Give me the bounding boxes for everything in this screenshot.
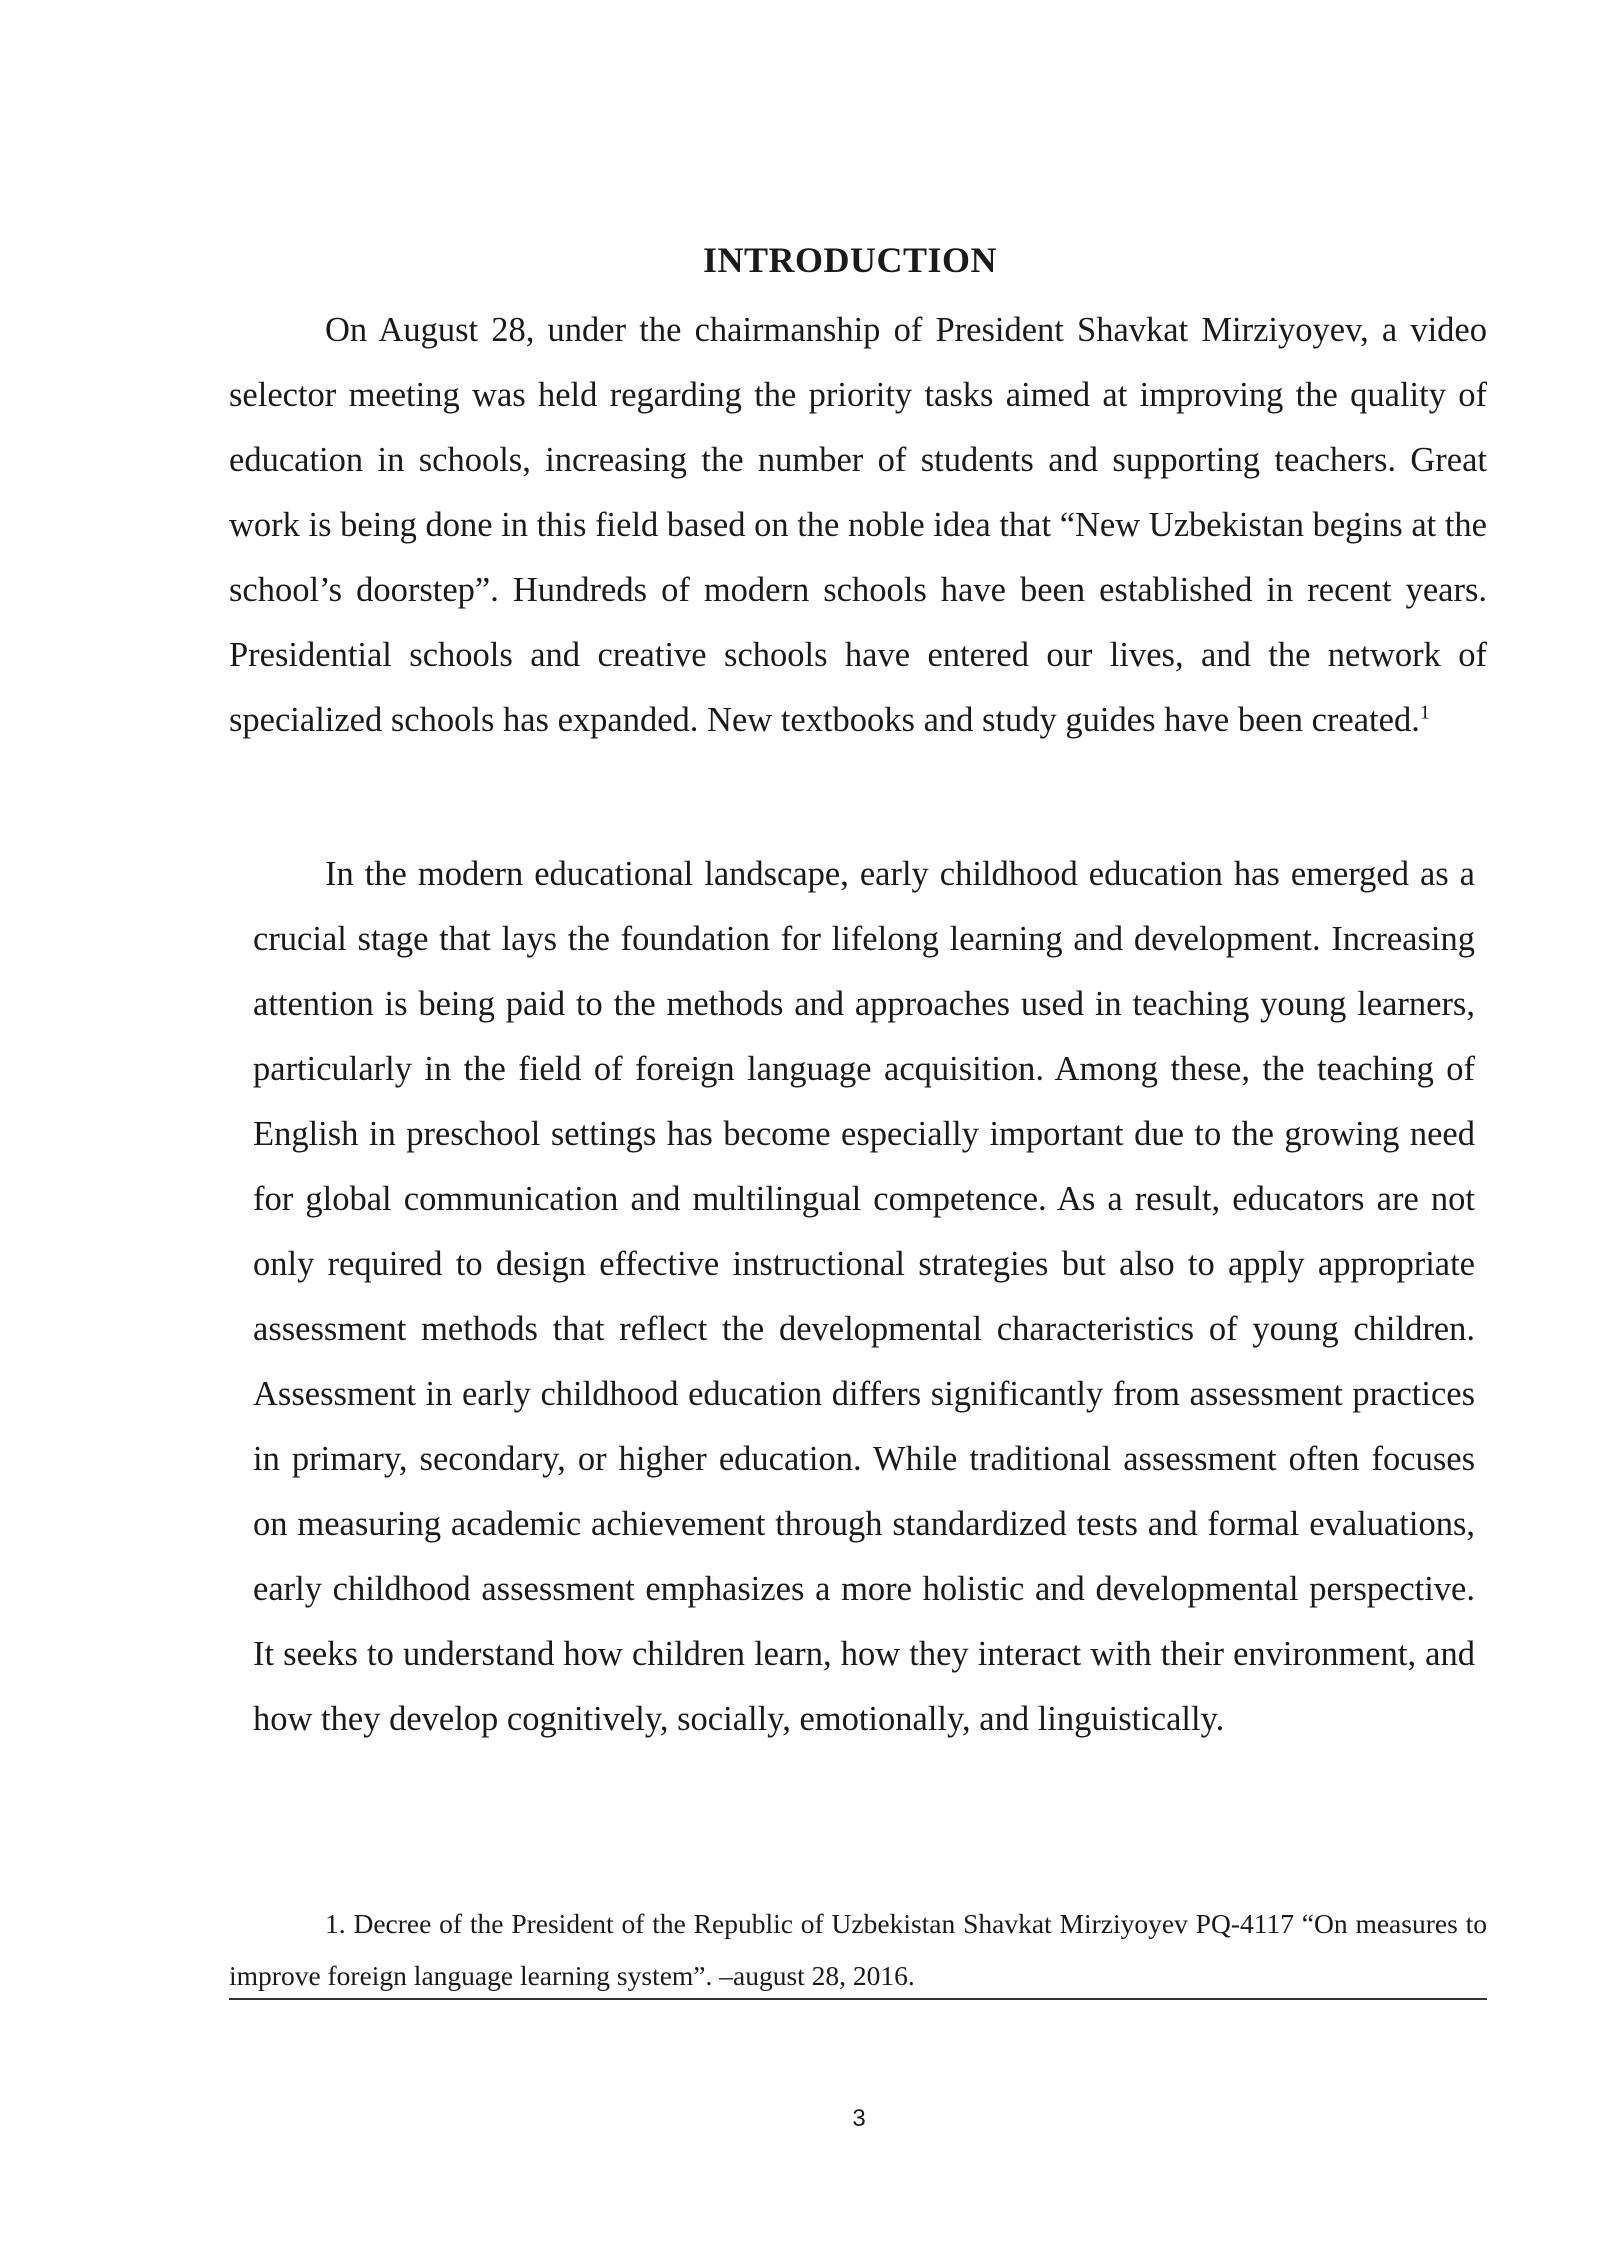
footnote-separator — [229, 1998, 1487, 2000]
page-title: INTRODUCTION — [702, 240, 998, 280]
paragraph-1-text: On August 28, under the chairmanship of President Shavkat Mirziyoyev, a video selector meeting was held regarding the priority tasks aimed at improving the quality of education in schools, increasing the number of students and supporting teachers. Great work is being done in this field based on the noble idea that “New Uzbekistan begins at the school’s doorstep”. Hundreds of modern schools have been established in recent years. Presidential schools and creative schools have entered our lives, and the network of specialized schools has expanded. New textbooks and study guides have been created. — [229, 311, 1487, 739]
paragraph-1 — [229, 298, 1487, 753]
page-number: 3 — [852, 2105, 866, 2132]
footnote-reference: 1 — [1419, 701, 1430, 724]
footnote-text: 1. Decree of the President of the Republic of Uzbekistan Shavkat Mirziyoyev PQ-4117 “On measures to improve foreign language learning system”. –august 28, 2016. — [229, 1908, 1487, 1991]
paragraph-2: In the modern educational landscape, early childhood education has emerged as a crucial stage that lays the foundation for lifelong learning and development. Increasing attention is being paid to the methods and approaches used in teaching young learners, particularly in the field of foreign language acquisition. Among these, the teaching of English in preschool settings has become especially important due to the growing need for global communication and multilingual competence. As a result, educators are not only required to design effective instructional strategies but also to apply appropriate assessment methods that reflect the developmental characteristics of young children. Assessment in early childhood education differs significantly from assessment practices in primary, secondary, or higher education. While traditional assessment often focuses on measuring academic achievement through standardized tests and formal evaluations, early childhood assessment emphasizes a more holistic and developmental perspective. It seeks to understand how children learn, how they interact with their environment, and how they develop cognitively, socially, emotionally, and linguistically. — [253, 855, 1475, 1738]
